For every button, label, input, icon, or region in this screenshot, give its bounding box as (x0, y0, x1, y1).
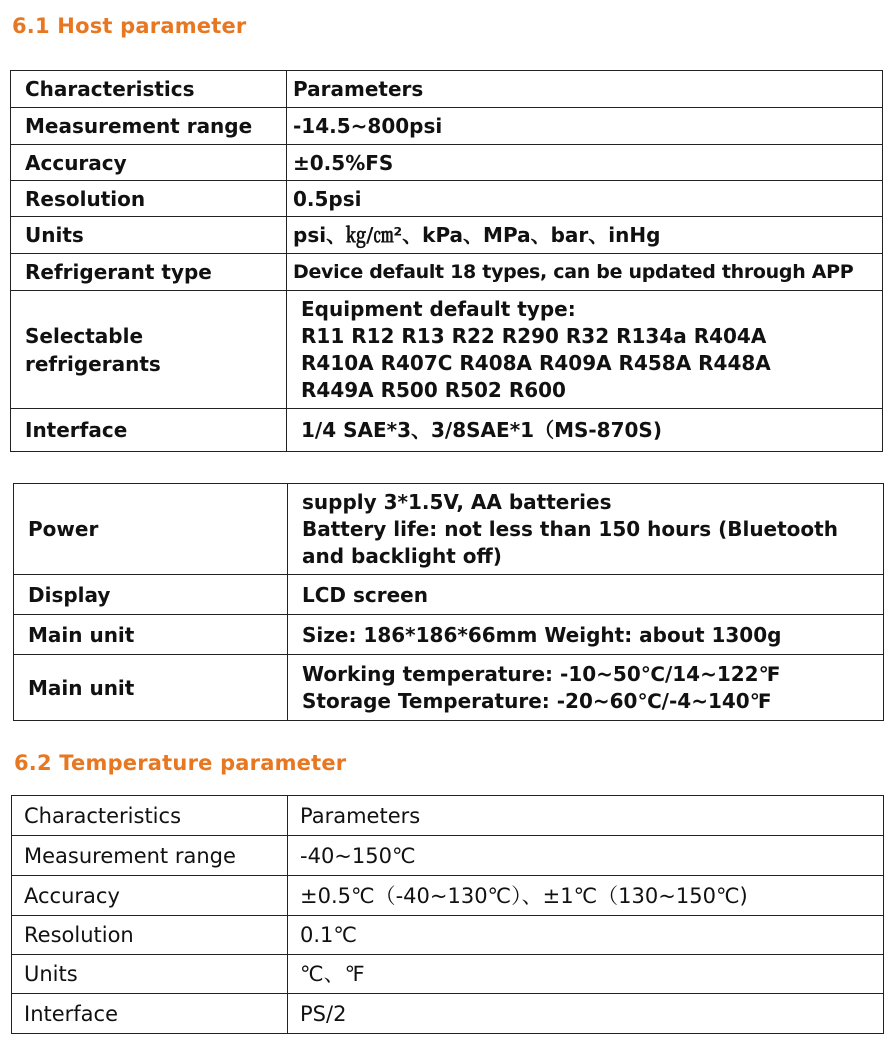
value-line: R11 R12 R13 R22 R290 R32 R134a R404A (301, 323, 767, 348)
table-row (11, 254, 883, 291)
table-row (12, 876, 884, 916)
row-value: psi、㎏/㎝²、kPa、MPa、bar、inHg (287, 217, 883, 254)
row-key: Characteristics (11, 71, 287, 108)
row-key: Interface (12, 994, 288, 1034)
row-key: Main unit (14, 615, 288, 655)
row-value: Parameters (288, 796, 884, 836)
row-key: Units (11, 217, 287, 254)
table-row (11, 217, 883, 254)
row-value: 1/4 SAE*3、3/8SAE*1（MS-870S) (287, 409, 883, 452)
row-key (11, 291, 287, 409)
host-parameter-table (10, 70, 883, 452)
row-value: 0.5psi (287, 181, 883, 217)
table-row (11, 145, 883, 181)
row-value: Device default 18 types, can be updated through APP (287, 254, 883, 291)
table-row (11, 409, 883, 452)
row-key: Units (12, 955, 288, 994)
section-heading-host: 6.1 Host parameter (12, 14, 247, 38)
row-value: ±0.5%FS (287, 145, 883, 181)
value-line: and backlight off) (302, 543, 502, 568)
row-key: Measurement range (11, 108, 287, 145)
value-line: Battery life: not less than 150 hours (Bluetooth (302, 516, 838, 541)
row-value: -40~150℃ (288, 836, 884, 876)
row-key: Accuracy (11, 145, 287, 181)
table-row (14, 484, 884, 575)
table-row (14, 615, 884, 655)
row-key: Refrigerant type (11, 254, 287, 291)
row-key: Power (14, 484, 288, 575)
row-key: Resolution (12, 916, 288, 955)
row-key: Characteristics (12, 796, 288, 836)
row-value (288, 655, 884, 721)
table-row (11, 291, 883, 409)
value-line: Equipment default type: (301, 296, 576, 321)
table-row (11, 71, 883, 108)
value-line: supply 3*1.5V, AA batteries (302, 489, 612, 514)
host-parameter-table-2 (13, 483, 884, 721)
table-row (11, 181, 883, 217)
row-value (288, 484, 884, 575)
table-row (14, 655, 884, 721)
row-value: PS/2 (288, 994, 884, 1034)
value-line: Storage Temperature: -20~60℃/-4~140℉ (302, 688, 772, 713)
table-row (12, 916, 884, 955)
row-value: Parameters (287, 71, 883, 108)
row-value: Size: 186*186*66mm Weight: about 1300g (288, 615, 884, 655)
value-line: R410A R407C R408A R409A R458A R448A (301, 350, 771, 375)
table-row (12, 994, 884, 1034)
key-line: refrigerants (25, 351, 161, 376)
table-row (12, 796, 884, 836)
table-row (12, 955, 884, 994)
table-row (11, 108, 883, 145)
row-key: Main unit (14, 655, 288, 721)
row-value (287, 291, 883, 409)
row-value: ℃、℉ (288, 955, 884, 994)
row-key: Accuracy (12, 876, 288, 916)
table-row (14, 575, 884, 615)
temperature-parameter-table (11, 795, 884, 1034)
row-key: Interface (11, 409, 287, 452)
row-key: Resolution (11, 181, 287, 217)
value-line: Working temperature: -10~50℃/14~122℉ (302, 661, 781, 686)
row-value: 0.1℃ (288, 916, 884, 955)
value-line: R449A R500 R502 R600 (301, 377, 566, 402)
row-value: -14.5~800psi (287, 108, 883, 145)
row-value: ±0.5℃（-40~130℃）、±1℃（130~150℃) (288, 876, 884, 916)
row-key: Display (14, 575, 288, 615)
table-row (12, 836, 884, 876)
section-heading-temperature: 6.2 Temperature parameter (14, 751, 347, 775)
row-key: Measurement range (12, 836, 288, 876)
key-line: Selectable (25, 323, 144, 348)
row-value: LCD screen (288, 575, 884, 615)
